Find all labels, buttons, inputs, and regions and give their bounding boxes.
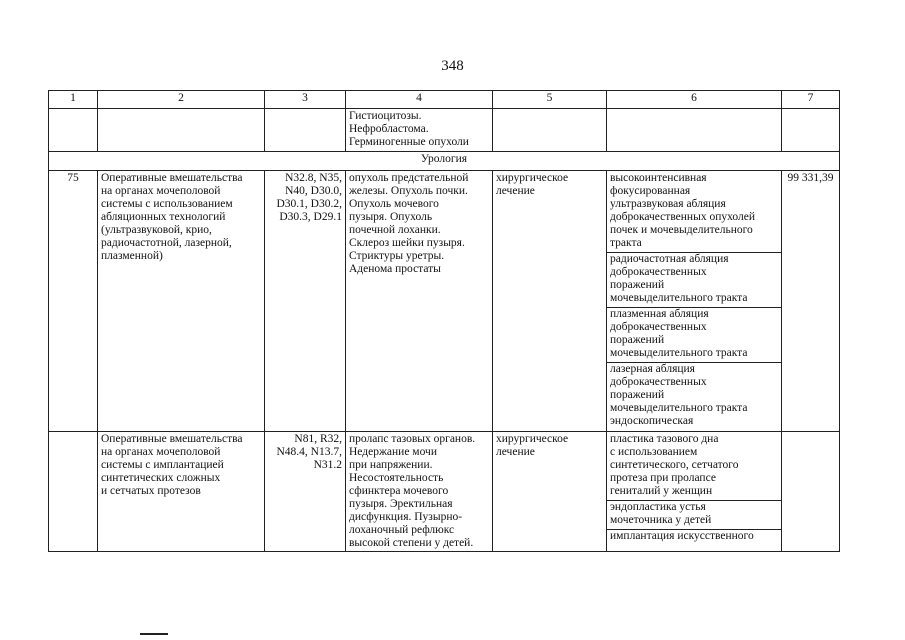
text-line: абляционных технологий	[101, 211, 226, 223]
text-line: доброкачественных опухолей	[610, 211, 756, 223]
text-line: мочеточника у детей	[610, 514, 712, 526]
diagnosis-cell	[346, 109, 493, 152]
text-line: высокой степени у детей.	[349, 537, 474, 549]
icd-codes-cell	[265, 432, 346, 552]
text-line: доброкачественных	[610, 266, 707, 278]
text-line: плазменной)	[101, 250, 163, 262]
text-line: Опухоль мочевого	[349, 198, 439, 210]
method-item	[607, 172, 781, 253]
text-line: радиочастотной, лазерной,	[101, 237, 232, 249]
text-line: почечной лоханки.	[349, 224, 441, 236]
text-line: имплантация искусственного	[610, 530, 754, 542]
column-header: 1	[49, 91, 98, 109]
text-line: эндоскопическая	[610, 415, 694, 427]
text-line: N32.8, N35,	[285, 172, 342, 184]
row-number: 75	[49, 171, 98, 432]
text-line: доброкачественных	[610, 376, 707, 388]
column-header: 2	[98, 91, 265, 109]
column-header: 6	[607, 91, 782, 109]
text-line: радиочастотная абляция	[610, 253, 729, 265]
text-line: ультразвуковая абляция	[610, 198, 726, 210]
medical-care-table	[48, 90, 840, 552]
text-line: N31.2	[313, 459, 342, 471]
text-line: Нефробластома.	[349, 123, 429, 135]
text-line: Несостоятельность	[349, 472, 444, 484]
text-line: Склероз шейки пузыря.	[349, 237, 465, 249]
text-line: высокоинтенсивная	[610, 172, 707, 184]
text-line: синтетических сложных	[101, 472, 221, 484]
text-line: Гистиоцитозы.	[349, 110, 422, 122]
text-line: гениталий у женщин	[610, 485, 713, 497]
method-item	[607, 433, 781, 501]
intervention-cell	[98, 171, 265, 432]
text-line: лазерная абляция	[610, 363, 695, 375]
icd-codes-cell	[265, 171, 346, 432]
table-row	[49, 171, 840, 432]
text-line: плазменная абляция	[610, 308, 709, 320]
column-header: 3	[265, 91, 346, 109]
text-line: хирургическое	[496, 433, 569, 445]
text-line: доброкачественных	[610, 321, 707, 333]
text-line: почек и мочевыделительного	[610, 224, 753, 236]
page-number: 348	[441, 58, 464, 74]
methods-cell	[607, 171, 782, 432]
text-line: лечение	[496, 185, 535, 197]
text-line: пролапс тазовых органов.	[349, 433, 476, 445]
text-line: поражений	[610, 334, 665, 346]
method-item	[607, 530, 781, 545]
text-line: Герминогенные опухоли	[349, 136, 469, 148]
text-line: Оперативные вмешательства	[101, 172, 243, 184]
text-line: системы с имплантацией	[101, 459, 224, 471]
text-line: железы. Опухоль почки.	[349, 185, 468, 197]
diagnosis-cell	[346, 171, 493, 432]
text-line: D30.1, D30.2,	[276, 198, 342, 210]
text-line: Оперативные вмешательства	[101, 433, 243, 445]
text-line: Аденома простаты	[349, 263, 441, 275]
text-line: N40, D30.0,	[285, 185, 342, 197]
diagnosis-cell	[346, 432, 493, 552]
text-line: с использованием	[610, 446, 698, 458]
table-row	[49, 432, 840, 552]
text-line: N48.4, N13.7,	[276, 446, 342, 458]
text-line: дисфункция. Пузырно-	[349, 511, 463, 523]
text-line: Недержание мочи	[349, 446, 437, 458]
method-item	[607, 253, 781, 308]
text-line: системы с использованием	[101, 198, 233, 210]
treatment-cell	[493, 171, 607, 432]
text-line: поражений	[610, 389, 665, 401]
intervention-cell	[98, 432, 265, 552]
text-line: лечение	[496, 446, 535, 458]
text-line: D30.3, D29.1	[279, 211, 342, 223]
column-header: 7	[782, 91, 840, 109]
text-line: опухоль предстательной	[349, 172, 469, 184]
text-line: эндопластика устья	[610, 501, 706, 513]
column-header-row	[49, 91, 840, 109]
cost-cell: 99 331,39	[782, 171, 840, 432]
continuation-row	[49, 109, 840, 152]
section-title: Урология	[49, 152, 840, 171]
text-line: синтетического, сетчатого	[610, 459, 739, 471]
treatment-cell	[493, 432, 607, 552]
section-row	[49, 152, 840, 171]
method-item	[607, 308, 781, 363]
cost-cell	[782, 432, 840, 552]
text-line: (ультразвуковой, крио,	[101, 224, 212, 236]
text-line: протеза при пролапсе	[610, 472, 716, 484]
footnote-rule	[140, 633, 168, 635]
column-header: 5	[493, 91, 607, 109]
text-line: сфинктера мочевого	[349, 485, 449, 497]
text-line: и сетчатых протезов	[101, 485, 201, 497]
text-line: хирургическое	[496, 172, 569, 184]
text-line: мочевыделительного тракта	[610, 402, 748, 414]
methods-cell	[607, 432, 782, 552]
text-line: на органах мочеполовой	[101, 185, 221, 197]
text-line: мочевыделительного тракта	[610, 292, 748, 304]
text-line: фокусированная	[610, 185, 691, 197]
text-line: мочевыделительного тракта	[610, 347, 748, 359]
text-line: на органах мочеполовой	[101, 446, 221, 458]
text-line: N81, R32,	[294, 433, 342, 445]
text-line: пластика тазового дна	[610, 433, 719, 445]
text-line: Стриктуры уретры.	[349, 250, 445, 262]
text-line: лоханочный рефлюкс	[349, 524, 455, 536]
text-line: пузыря. Опухоль	[349, 211, 433, 223]
column-header: 4	[346, 91, 493, 109]
row-number	[49, 432, 98, 552]
method-item	[607, 501, 781, 530]
text-line: поражений	[610, 279, 665, 291]
method-item	[607, 363, 781, 430]
text-line: пузыря. Эректильная	[349, 498, 453, 510]
text-line: тракта	[610, 237, 642, 249]
text-line: при напряжении.	[349, 459, 433, 471]
